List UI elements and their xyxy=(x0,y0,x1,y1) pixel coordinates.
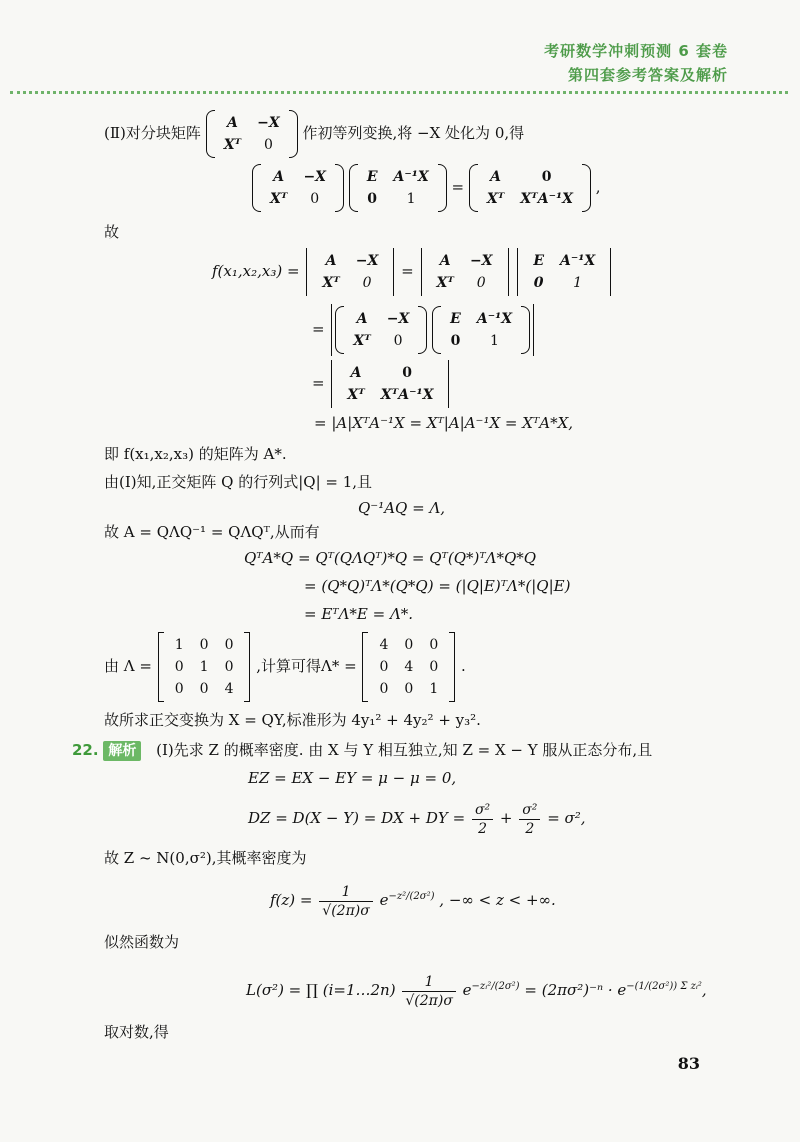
equation-likelihood: L(σ²) = ∏ (i=1…2n) $\frac{1}{√(2\pi)\sigma}$ $e^{-zᵢ^2/(2\sigma^2)} = (2\pi\sigma^2)^{-n} \cdot e^{-(1/(2\sigma^2)) \Sigma zᵢ^2}$, xyxy=(246,973,707,1009)
determinant-line-1: f(x₁,x₂,x₃) = A −X Xᵀ 0 = A −X Xᵀ 0 E A⁻¹X 0 1 xyxy=(212,248,613,296)
equation-ez: EZ = EX − EY = μ − μ = 0, xyxy=(248,769,457,787)
text-z-distribution: 故 Z ~ N(0,σ²),其概率密度为 xyxy=(104,849,307,867)
matrix-ea: E A⁻¹X 0 1 xyxy=(349,164,447,212)
text-hence: 故 A = QΛQ⁻¹ = QΛQᵀ,从而有 xyxy=(104,523,320,541)
determinant-line-3: = A 0 Xᵀ XᵀA⁻¹X xyxy=(312,360,451,408)
equation-block-transform: A −X Xᵀ 0 E A⁻¹X 0 1 = A 0 Xᵀ XᵀA⁻¹X , xyxy=(252,163,601,212)
page-number: 83 xyxy=(677,1054,700,1073)
text-matrix-of-f: 即 f(x₁,x₂,x₃) 的矩阵为 A*. xyxy=(104,445,287,463)
text-gu: 故 xyxy=(104,223,120,241)
equation-qaq: Q⁻¹AQ = Λ, xyxy=(358,499,446,517)
part2-intro-after: 作初等列变换,将 −X 处化为 0,得 xyxy=(302,124,525,142)
text-take-log: 取对数,得 xyxy=(104,1023,169,1041)
text-from-part1: 由(Ⅰ)知,正交矩阵 Q 的行列式|Q| = 1,且 xyxy=(104,473,373,491)
question-22-line xyxy=(72,740,652,761)
chain-line-1: QᵀA*Q = Qᵀ(QΛQᵀ)*Q = Qᵀ(Q*)ᵀΛ*Q*Q xyxy=(244,549,537,567)
chain-line-2: = (Q*Q)ᵀΛ*(Q*Q) = (|Q|E)ᵀΛ*(|Q|E) xyxy=(304,577,571,595)
text-orthogonal-transform: 故所求正交变换为 X = QY,标准形为 4y₁² + 4y₂² + y₃². xyxy=(104,711,481,729)
matrix-result: A 0 Xᵀ XᵀA⁻¹X xyxy=(469,164,591,212)
question-number: 22. xyxy=(72,741,99,759)
matrix-block-ax: A −X Xᵀ 0 xyxy=(206,110,298,158)
part2-intro-before: (Ⅱ)对分块矩阵 xyxy=(104,124,201,142)
determinant-line-2: = A −X Xᵀ 0 E A⁻¹X 0 1 xyxy=(312,304,536,356)
analysis-tag: 解析 xyxy=(103,741,141,761)
header-section-title: 第四套参考答案及解析 xyxy=(567,66,728,84)
equation-density: f(z) = $\frac{1}{√(2\pi)\sigma}$ $e^{-z^2/(2\sigma^2)}$ , −∞ < z < +∞. xyxy=(270,883,556,919)
text-likelihood: 似然函数为 xyxy=(104,933,180,951)
header-divider xyxy=(10,91,788,94)
lambda-line: 由 Λ = 1 0 0 0 1 0 0 0 4 ,计算可得Λ* = 4 0 0 0 4 0 0 0 1 . xyxy=(104,630,466,702)
matrix-lambda-star: 4 0 0 0 4 0 0 0 1 xyxy=(361,632,456,702)
equation-dz: DZ = D(X − Y) = DX + DY = $\frac{\text{σ²}}{2}$ + $\frac{\text{σ²}}{2}$ = σ², xyxy=(248,801,586,837)
chain-line-3: = EᵀΛ*E = Λ*. xyxy=(304,605,414,623)
header-book-title: 考研数学冲刺预测 6 套卷 xyxy=(544,42,728,60)
matrix-ax: A −X Xᵀ 0 xyxy=(252,164,344,212)
matrix-lambda: 1 0 0 0 1 0 0 0 4 xyxy=(157,632,252,702)
part2-intro xyxy=(104,110,524,158)
determinant-final: = |A|XᵀA⁻¹X = Xᵀ|A|A⁻¹X = XᵀA*X, xyxy=(314,414,574,432)
question-22-text: (Ⅰ)先求 Z 的概率密度. 由 X 与 Y 相互独立,知 Z = X − Y 服从正态分布,且 xyxy=(156,741,653,759)
